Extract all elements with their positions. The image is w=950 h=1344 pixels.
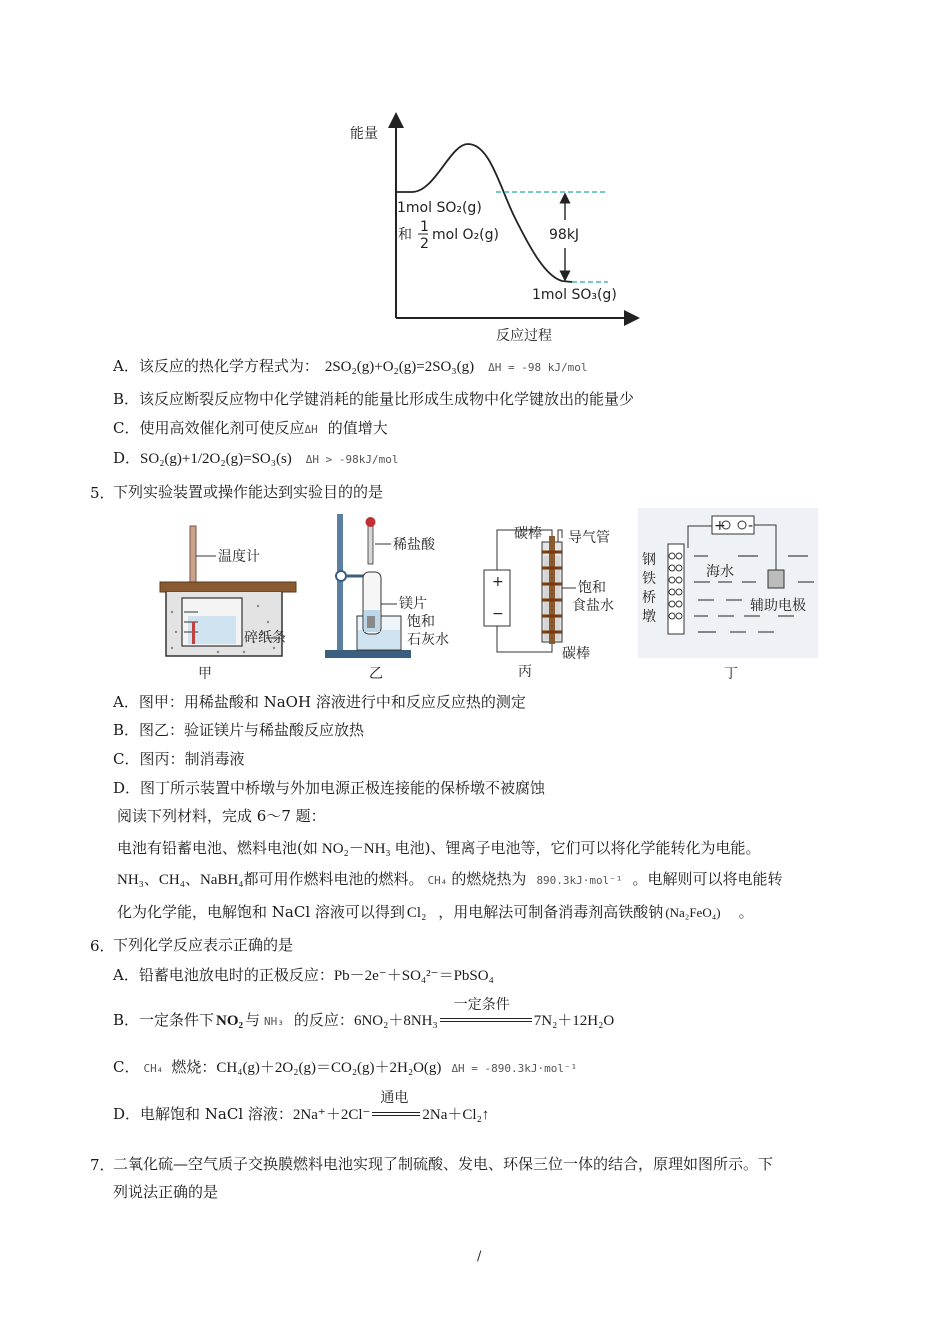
x-axis-label: 反应过程 bbox=[496, 328, 552, 344]
yi-caption: 乙 bbox=[369, 666, 383, 682]
bing-plus: + bbox=[492, 574, 504, 590]
q7-line-1: 二氧化硫—空气质子交换膜燃料电池实现了制硫酸、发电、环保三位一体的结合，原理如图所示。下 bbox=[113, 1155, 774, 1173]
reactant-label-he: 和 bbox=[398, 227, 412, 243]
bing-bottom-rod-label: 碳棒 bbox=[562, 646, 590, 662]
figure-ding bbox=[638, 508, 820, 684]
yi-mg-label: 镁片 bbox=[399, 596, 427, 612]
delta-label: 98kJ bbox=[549, 227, 580, 243]
frac-num: 1 bbox=[420, 219, 429, 235]
q6-option-b: B．一定条件下 NO₂ 与 NH₃ 的反应：6NO₂＋8NH₃ 一定条件 7N₂＋12H₂O bbox=[113, 997, 615, 1029]
ding-pier-2: 铁 bbox=[642, 571, 656, 587]
y-axis-label: 能量 bbox=[350, 126, 378, 142]
q7-number: 7． bbox=[90, 1156, 115, 1174]
jia-caption: 甲 bbox=[198, 666, 212, 682]
material-intro: 阅读下列材料，完成 6～7 题： bbox=[117, 807, 326, 825]
product-label: 1mol SO₃(g) bbox=[532, 287, 617, 303]
material-line-1: 电池有铅蓄电池、燃料电池(如 NO₂－NH₃ 电池)、锂离子电池等，它们可以将化学能转化为电能。 bbox=[117, 839, 761, 857]
frac-den: 2 bbox=[420, 236, 429, 252]
q6-option-c: C． CH₄ 燃烧：CH₄(g)＋2O₂(g)＝CO₂(g)＋2H₂O(g) ΔH = -890.3kJ·mol⁻¹ bbox=[113, 1058, 578, 1076]
q5-option-a: A．图甲：用稀盐酸和 NaOH 溶液进行中和反应反应热的测定 bbox=[113, 693, 526, 711]
ding-pier-4: 墩 bbox=[642, 609, 656, 625]
figure-jia bbox=[158, 522, 298, 682]
q5-number: 5． bbox=[90, 484, 115, 502]
bing-tube-label: 导气管 bbox=[568, 530, 610, 546]
figure-bing bbox=[478, 516, 638, 682]
bing-brine-label-2: 食盐水 bbox=[572, 598, 614, 614]
q6-number: 6． bbox=[90, 937, 115, 955]
ding-pier-3: 桥 bbox=[642, 590, 656, 606]
jia-paper-label: 碎纸条 bbox=[244, 630, 286, 646]
material-line-2: NH₃、CH₄、NaBH₄都可用作燃料电池的燃料。 CH₄ 的燃烧热为 890.3kJ·mol⁻¹ 。电解则可以将电能转 bbox=[117, 870, 783, 888]
q7-line-2: 列说法正确的是 bbox=[113, 1183, 219, 1201]
q5-option-d: D．图丁所示装置中桥墩与外加电源正极连接能的保桥墩不被腐蚀 bbox=[113, 779, 546, 797]
q6-d-condition: 通电 bbox=[380, 1090, 409, 1106]
q5-stem: 下列实验装置或操作能达到实验目的的是 bbox=[113, 483, 384, 501]
ding-sea-label: 海水 bbox=[706, 564, 734, 580]
svg-text:+: + bbox=[714, 518, 726, 534]
q6-option-a: A．铅蓄电池放电时的正极反应：Pb－2e⁻＋SO₄²⁻＝PbSO₄ bbox=[113, 966, 494, 984]
page-mark: / bbox=[477, 1249, 482, 1264]
reactant-label-1: 1mol SO₂(g) bbox=[397, 200, 482, 216]
svg-text:-: - bbox=[748, 518, 754, 534]
figure-yi bbox=[315, 510, 465, 682]
yi-lime-label-2: 石灰水 bbox=[407, 632, 449, 648]
material-line-3: 化为化学能，电解饱和 NaCl 溶液可以得到 Cl₂ ，用电解法可制备消毒剂高铁酸钠 (Na₂FeO₄) 。 bbox=[117, 903, 754, 921]
q5-option-c: C．图丙：制消毒液 bbox=[113, 750, 245, 768]
bing-minus: − bbox=[492, 606, 504, 622]
reactant-label-2: mol O₂(g) bbox=[432, 227, 499, 243]
q4-option-b: B．该反应断裂反应物中化学键消耗的能量比形成生成物中化学键放出的能量少 bbox=[113, 390, 635, 408]
q6-stem: 下列化学反应表示正确的是 bbox=[113, 936, 294, 954]
q4-option-a: A．该反应的热化学方程式为： 2SO₂(g)+O₂(g)=2SO₃(g) ΔH = -98 kJ/mol bbox=[113, 357, 588, 375]
jia-thermometer-label: 温度计 bbox=[218, 549, 260, 565]
ding-aux-label: 辅助电极 bbox=[750, 598, 806, 614]
yi-lime-label-1: 饱和 bbox=[407, 614, 435, 630]
q4-option-c: C．使用高效催化剂可使反应ΔH 的值增大 bbox=[113, 419, 388, 437]
q6-b-condition: 一定条件 bbox=[453, 997, 510, 1013]
q6-option-d: D．电解饱和 NaCl 溶液：2Na⁺＋2Cl⁻ 通电 2Na＋Cl₂↑ bbox=[113, 1090, 490, 1123]
ding-caption: 丁 bbox=[724, 666, 738, 682]
ding-pier-1: 钢 bbox=[642, 552, 656, 568]
yi-acid-label: 稀盐酸 bbox=[393, 537, 435, 553]
bing-brine-label-1: 饱和 bbox=[578, 580, 606, 596]
q5-option-b: B．图乙：验证镁片与稀盐酸反应放热 bbox=[113, 721, 365, 739]
energy-diagram bbox=[340, 108, 650, 348]
bing-caption: 丙 bbox=[518, 664, 532, 680]
q4-option-d: D．SO₂(g)+1/2O₂(g)=SO₃(s) ΔH > -98kJ/mol bbox=[113, 449, 399, 467]
bing-top-rod-label: 碳棒 bbox=[514, 526, 542, 542]
